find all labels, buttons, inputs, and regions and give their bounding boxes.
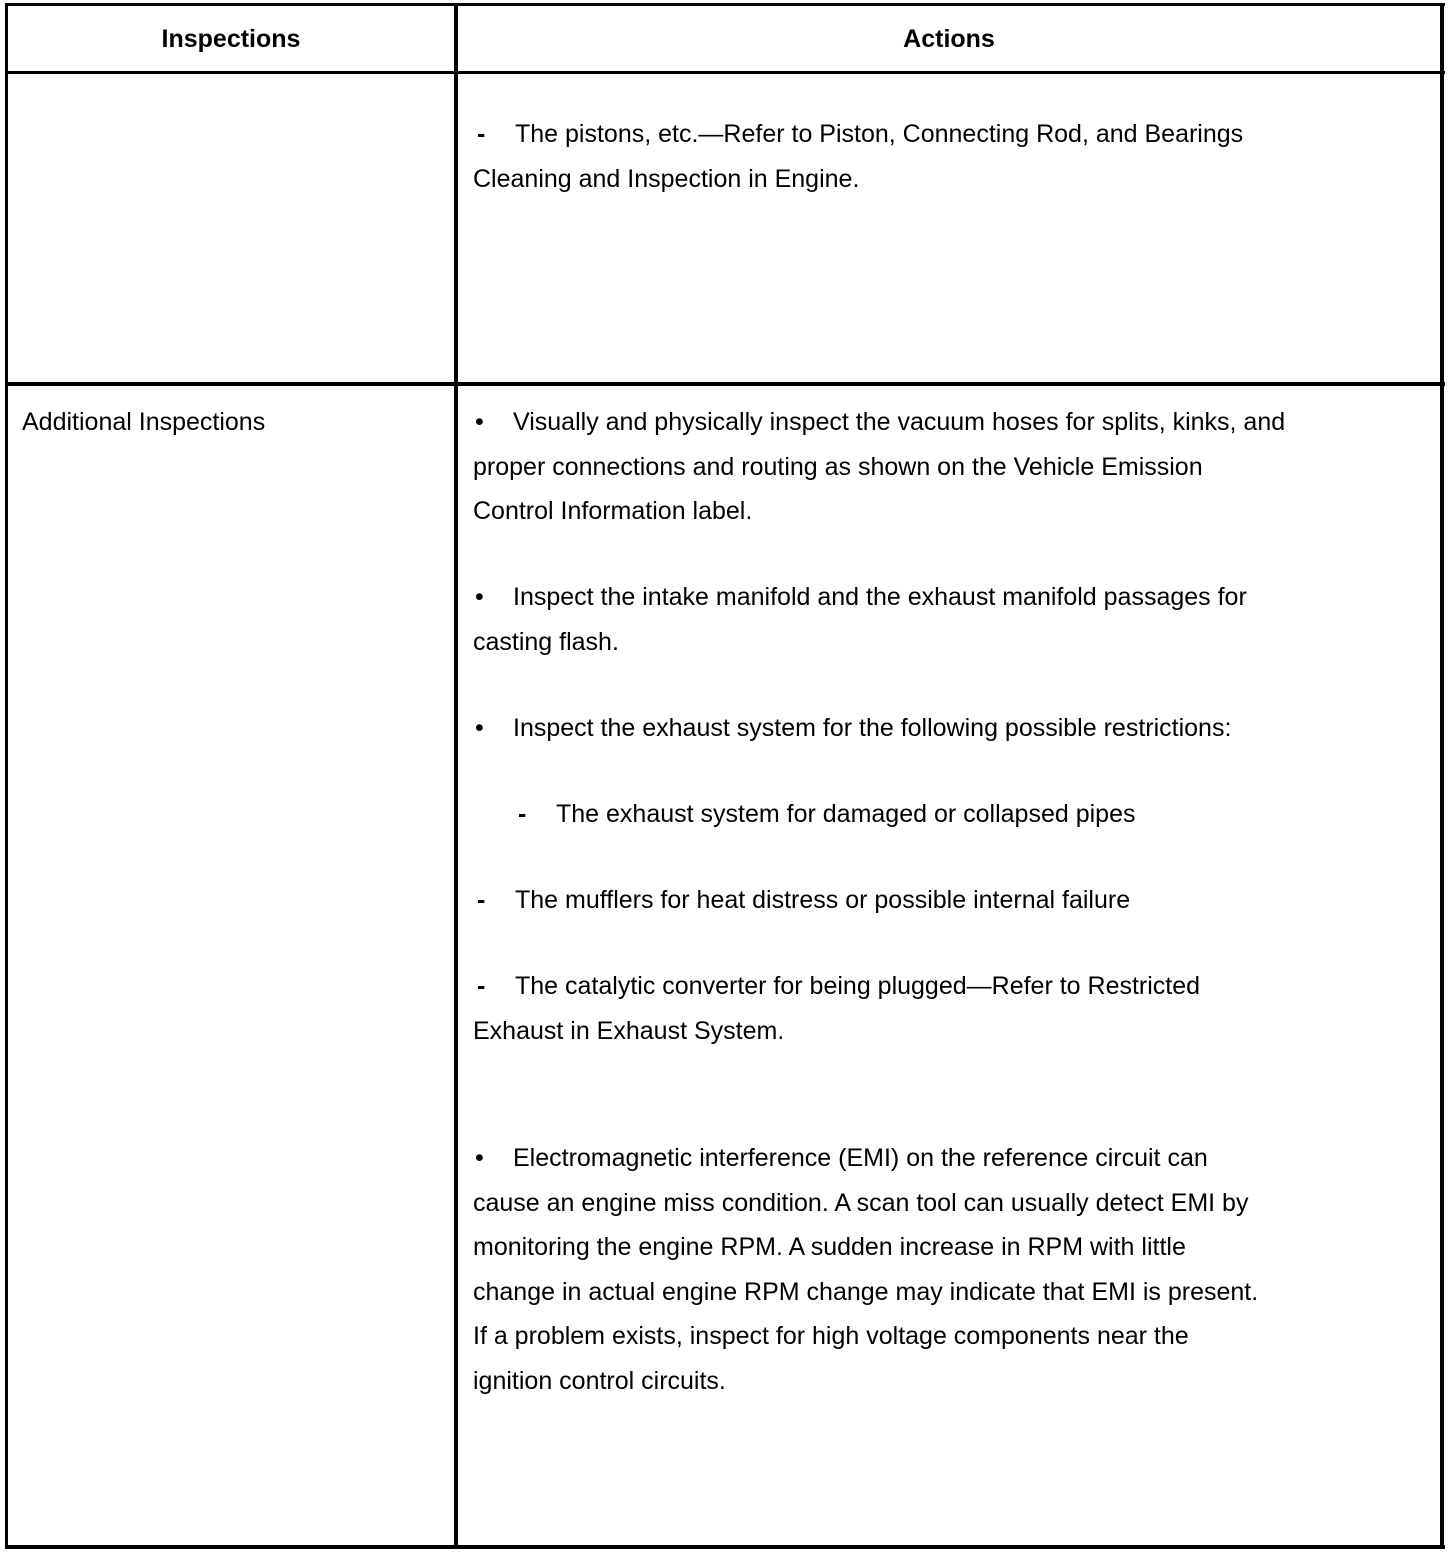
- bullet-marker: •: [475, 1144, 484, 1172]
- table-border-bottom: [5, 1545, 1445, 1549]
- line: Electromagnetic interference (EMI) on the reference circuit can: [513, 1144, 1208, 1172]
- line: proper connections and routing as shown on the Vehicle Emission: [473, 452, 1203, 481]
- row1-action-pistons: [473, 112, 1373, 201]
- action-exhaust-system: [473, 706, 1373, 751]
- line: The catalytic converter for being plugged—Refer to Restricted: [515, 972, 1201, 1000]
- action-emi: [473, 1136, 1373, 1403]
- line: monitoring the engine RPM. A sudden increase in RPM with little: [473, 1233, 1186, 1261]
- line: cause an engine miss condition. A scan tool can usually detect EMI by: [473, 1188, 1249, 1217]
- column-divider: [454, 3, 458, 1549]
- bullet-marker: •: [475, 714, 484, 742]
- line: change in actual engine RPM change may indicate that EMI is present.: [473, 1277, 1259, 1306]
- header-divider: [5, 71, 1445, 74]
- line: ignition control circuits.: [473, 1366, 726, 1395]
- action-catalytic-converter: [473, 964, 1373, 1053]
- action-mufflers: [473, 878, 1373, 923]
- table-border-left: [5, 3, 8, 1549]
- line: The pistons, etc.—Refer to Piston, Connecting Rod, and Bearings: [515, 120, 1244, 148]
- line: If a problem exists, inspect for high voltage components near the: [473, 1322, 1189, 1350]
- dash-marker: -: [477, 886, 486, 914]
- action-manifold-passages: [473, 575, 1373, 664]
- dash-marker: -: [518, 800, 527, 828]
- line: Exhaust in Exhaust System.: [473, 1016, 785, 1045]
- action-vacuum-hoses: [473, 400, 1373, 534]
- line: casting flash.: [473, 627, 619, 656]
- line: Inspect the intake manifold and the exhaust manifold passages for: [513, 583, 1247, 611]
- dash-marker: -: [477, 972, 486, 1000]
- line: Control Information label.: [473, 497, 753, 525]
- table-border-top: [5, 3, 1445, 6]
- bullet-marker: •: [475, 583, 484, 611]
- line: Inspect the exhaust system for the following possible restrictions:: [513, 714, 1232, 742]
- header-inspections: Inspections: [161, 25, 301, 53]
- line: The mufflers for heat distress or possible internal failure: [515, 886, 1131, 914]
- header-actions: Actions: [903, 25, 995, 53]
- row-divider: [5, 382, 1445, 386]
- line: Visually and physically inspect the vacuum hoses for splits, kinks, and: [513, 408, 1286, 436]
- line: The exhaust system for damaged or collapsed pipes: [556, 800, 1136, 828]
- line: Cleaning and Inspection in Engine.: [473, 164, 860, 193]
- table-border-right: [1440, 3, 1444, 1549]
- bullet-marker: •: [475, 408, 484, 436]
- action-collapsed-pipes: [514, 792, 1414, 837]
- row2-inspection-label: Additional Inspections: [22, 408, 266, 436]
- dash-marker: -: [477, 120, 486, 148]
